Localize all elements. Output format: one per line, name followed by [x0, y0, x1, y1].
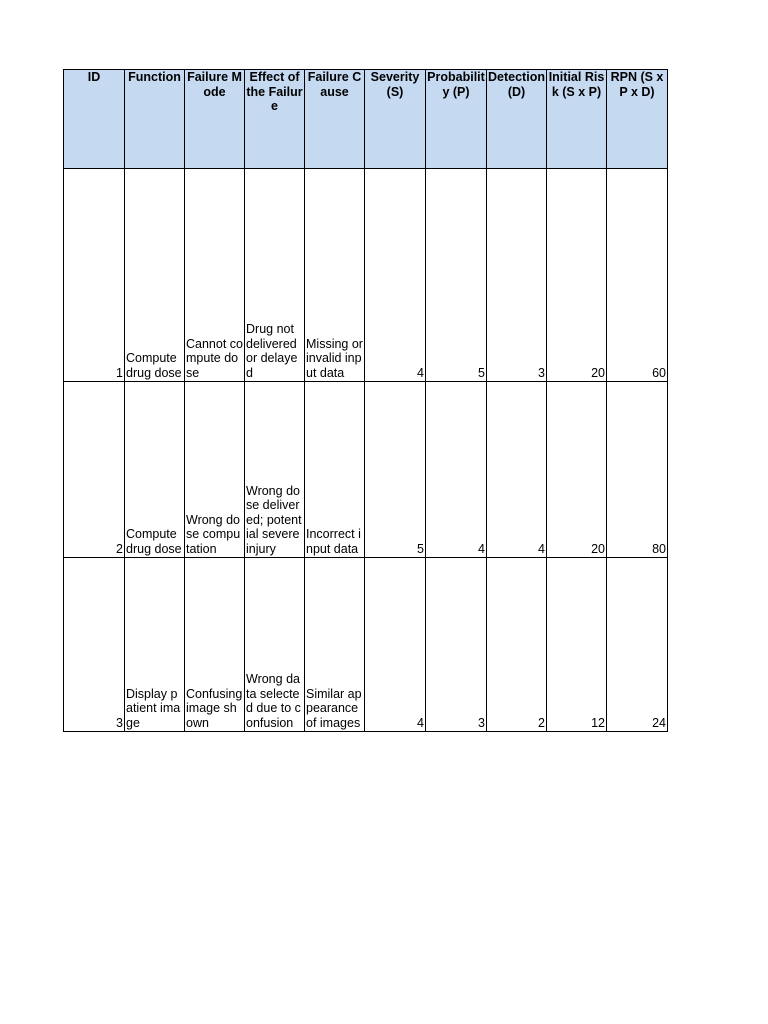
cell-detection[interactable]: 3: [487, 169, 547, 382]
cell-severity[interactable]: 4: [365, 558, 426, 732]
header-row: [64, 70, 668, 169]
cell-failure-mode[interactable]: Confusing image shown: [185, 558, 245, 732]
header-severity[interactable]: Severity (S): [365, 70, 426, 169]
table-row: [64, 169, 668, 382]
cell-id[interactable]: 1: [64, 169, 125, 382]
cell-initial-risk[interactable]: 12: [547, 558, 607, 732]
cell-id[interactable]: 3: [64, 558, 125, 732]
cell-probability[interactable]: 3: [426, 558, 487, 732]
cell-failure-cause[interactable]: Missing or invalid input data: [305, 169, 365, 382]
header-failure-mode[interactable]: Failure Mode: [185, 70, 245, 169]
cell-failure-cause[interactable]: Incorrect input data: [305, 382, 365, 558]
cell-failure-mode[interactable]: Wrong dose computation: [185, 382, 245, 558]
header-function[interactable]: Function: [125, 70, 185, 169]
cell-function[interactable]: Display patient image: [125, 558, 185, 732]
header-initial-risk[interactable]: Initial Risk (S x P): [547, 70, 607, 169]
table-row: [64, 558, 668, 732]
cell-failure-cause[interactable]: Similar appearance of images: [305, 558, 365, 732]
header-rpn[interactable]: RPN (S x P x D): [607, 70, 668, 169]
cell-id[interactable]: 2: [64, 382, 125, 558]
cell-function[interactable]: Compute drug dose: [125, 169, 185, 382]
cell-probability[interactable]: 4: [426, 382, 487, 558]
header-effect[interactable]: Effect of the Failure: [245, 70, 305, 169]
cell-probability[interactable]: 5: [426, 169, 487, 382]
cell-effect[interactable]: Wrong dose delivered; potential severe injury: [245, 382, 305, 558]
header-probability[interactable]: Probability (P): [426, 70, 487, 169]
cell-severity[interactable]: 4: [365, 169, 426, 382]
cell-function[interactable]: Compute drug dose: [125, 382, 185, 558]
cell-effect[interactable]: Drug not delivered or delayed: [245, 169, 305, 382]
fmea-table: [63, 69, 668, 732]
header-failure-cause[interactable]: Failure Cause: [305, 70, 365, 169]
cell-effect[interactable]: Wrong data selected due to confusion: [245, 558, 305, 732]
header-id[interactable]: ID: [64, 70, 125, 169]
cell-rpn[interactable]: 60: [607, 169, 668, 382]
cell-failure-mode[interactable]: Cannot compute dose: [185, 169, 245, 382]
table-row: [64, 382, 668, 558]
cell-initial-risk[interactable]: 20: [547, 169, 607, 382]
cell-detection[interactable]: 4: [487, 382, 547, 558]
spreadsheet-page: [63, 69, 668, 732]
header-detection[interactable]: Detection (D): [487, 70, 547, 169]
cell-severity[interactable]: 5: [365, 382, 426, 558]
cell-rpn[interactable]: 80: [607, 382, 668, 558]
cell-initial-risk[interactable]: 20: [547, 382, 607, 558]
cell-detection[interactable]: 2: [487, 558, 547, 732]
cell-rpn[interactable]: 24: [607, 558, 668, 732]
